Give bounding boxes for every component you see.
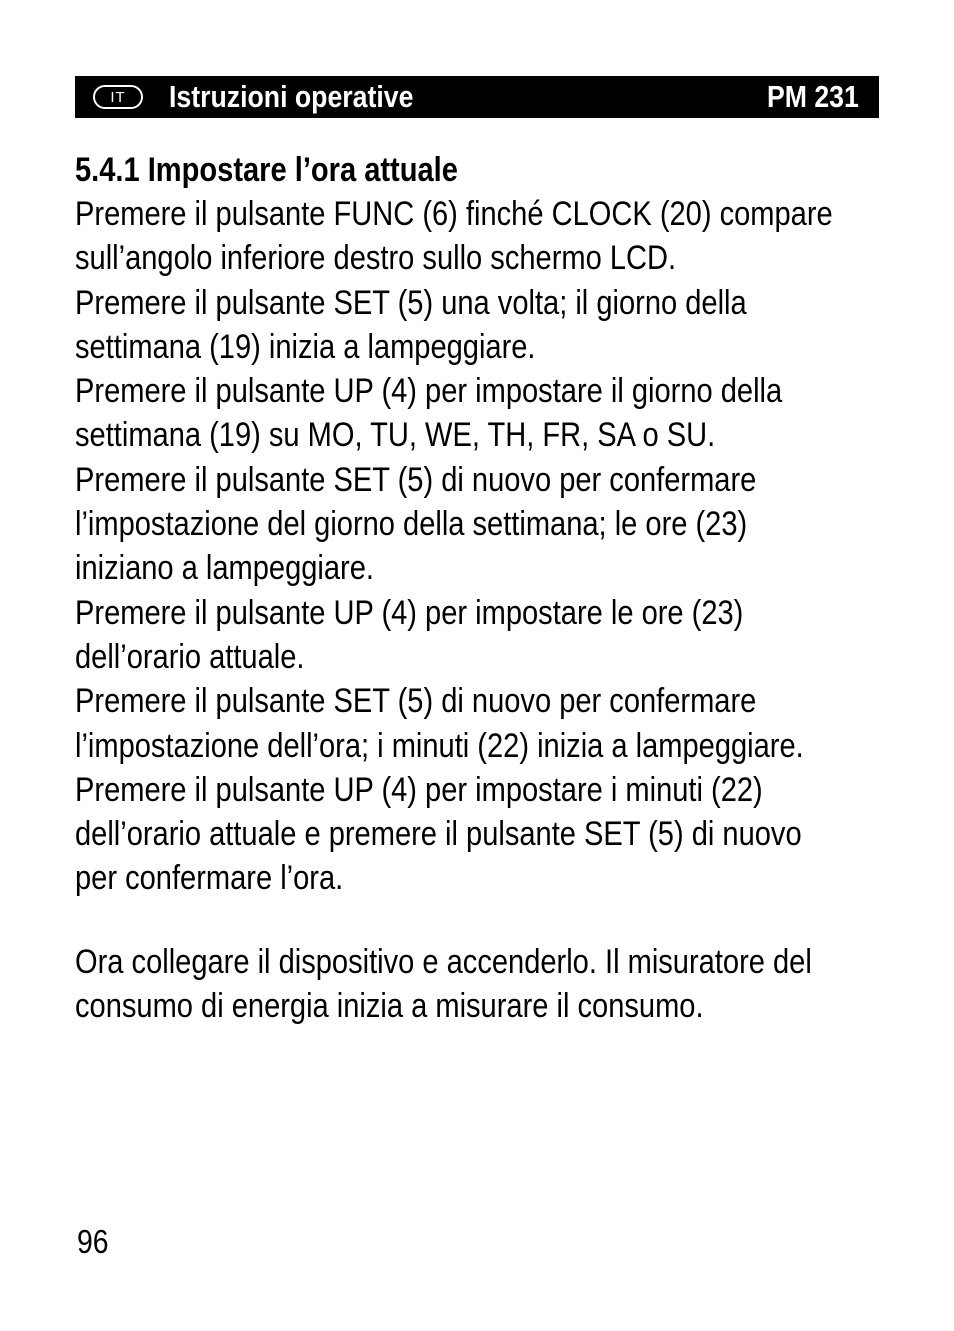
closing-paragraph bbox=[75, 940, 879, 1029]
document-body bbox=[75, 148, 879, 1028]
text-line: iniziano a lampeggiare. bbox=[75, 549, 374, 588]
header-title: Istruzioni operative bbox=[169, 79, 414, 114]
text-line: l’impostazione del giorno della settimana; le ore (23) bbox=[75, 505, 748, 544]
text-line: Premere il pulsante SET (5) una volta; il giorno della bbox=[75, 283, 747, 322]
text-line: settimana (19) inizia a lampeggiare. bbox=[75, 327, 536, 366]
text-line: Premere il pulsante SET (5) di nuovo per confermare bbox=[75, 682, 757, 721]
text-line: Premere il pulsante FUNC (6) finché CLOCK (20) compare bbox=[75, 195, 833, 233]
text-line: sull’angolo inferiore destro sullo schermo LCD. bbox=[75, 239, 677, 278]
language-badge: IT bbox=[93, 85, 143, 109]
text-line: Premere il pulsante UP (4) per impostare le ore (23) bbox=[75, 593, 744, 632]
header-bar bbox=[75, 76, 879, 118]
text-line: Premere il pulsante UP (4) per impostare i minuti (22) bbox=[75, 770, 763, 809]
text-line: l’impostazione dell’ora; i minuti (22) inizia a lampeggiare. bbox=[75, 726, 804, 765]
text-line: Premere il pulsante SET (5) di nuovo per confermare bbox=[75, 460, 757, 499]
text-line: per confermare l’ora. bbox=[75, 859, 344, 898]
text-line: dell’orario attuale. bbox=[75, 637, 305, 676]
instructions-paragraph bbox=[75, 192, 879, 901]
section-title: 5.4.1 Impostare l’ora attuale bbox=[75, 151, 458, 189]
text-line: Ora collegare il dispositivo e accenderlo. Il misuratore del bbox=[75, 942, 812, 981]
text-line: dell’orario attuale e premere il pulsante SET (5) di nuovo bbox=[75, 815, 802, 854]
header-model: PM 231 bbox=[767, 79, 859, 114]
text-line: consumo di energia inizia a misurare il consumo. bbox=[75, 987, 704, 1026]
text-line: settimana (19) su MO, TU, WE, TH, FR, SA o SU. bbox=[75, 416, 716, 455]
page-number: 96 bbox=[77, 1223, 109, 1260]
text-line: Premere il pulsante UP (4) per impostare il giorno della bbox=[75, 372, 783, 411]
